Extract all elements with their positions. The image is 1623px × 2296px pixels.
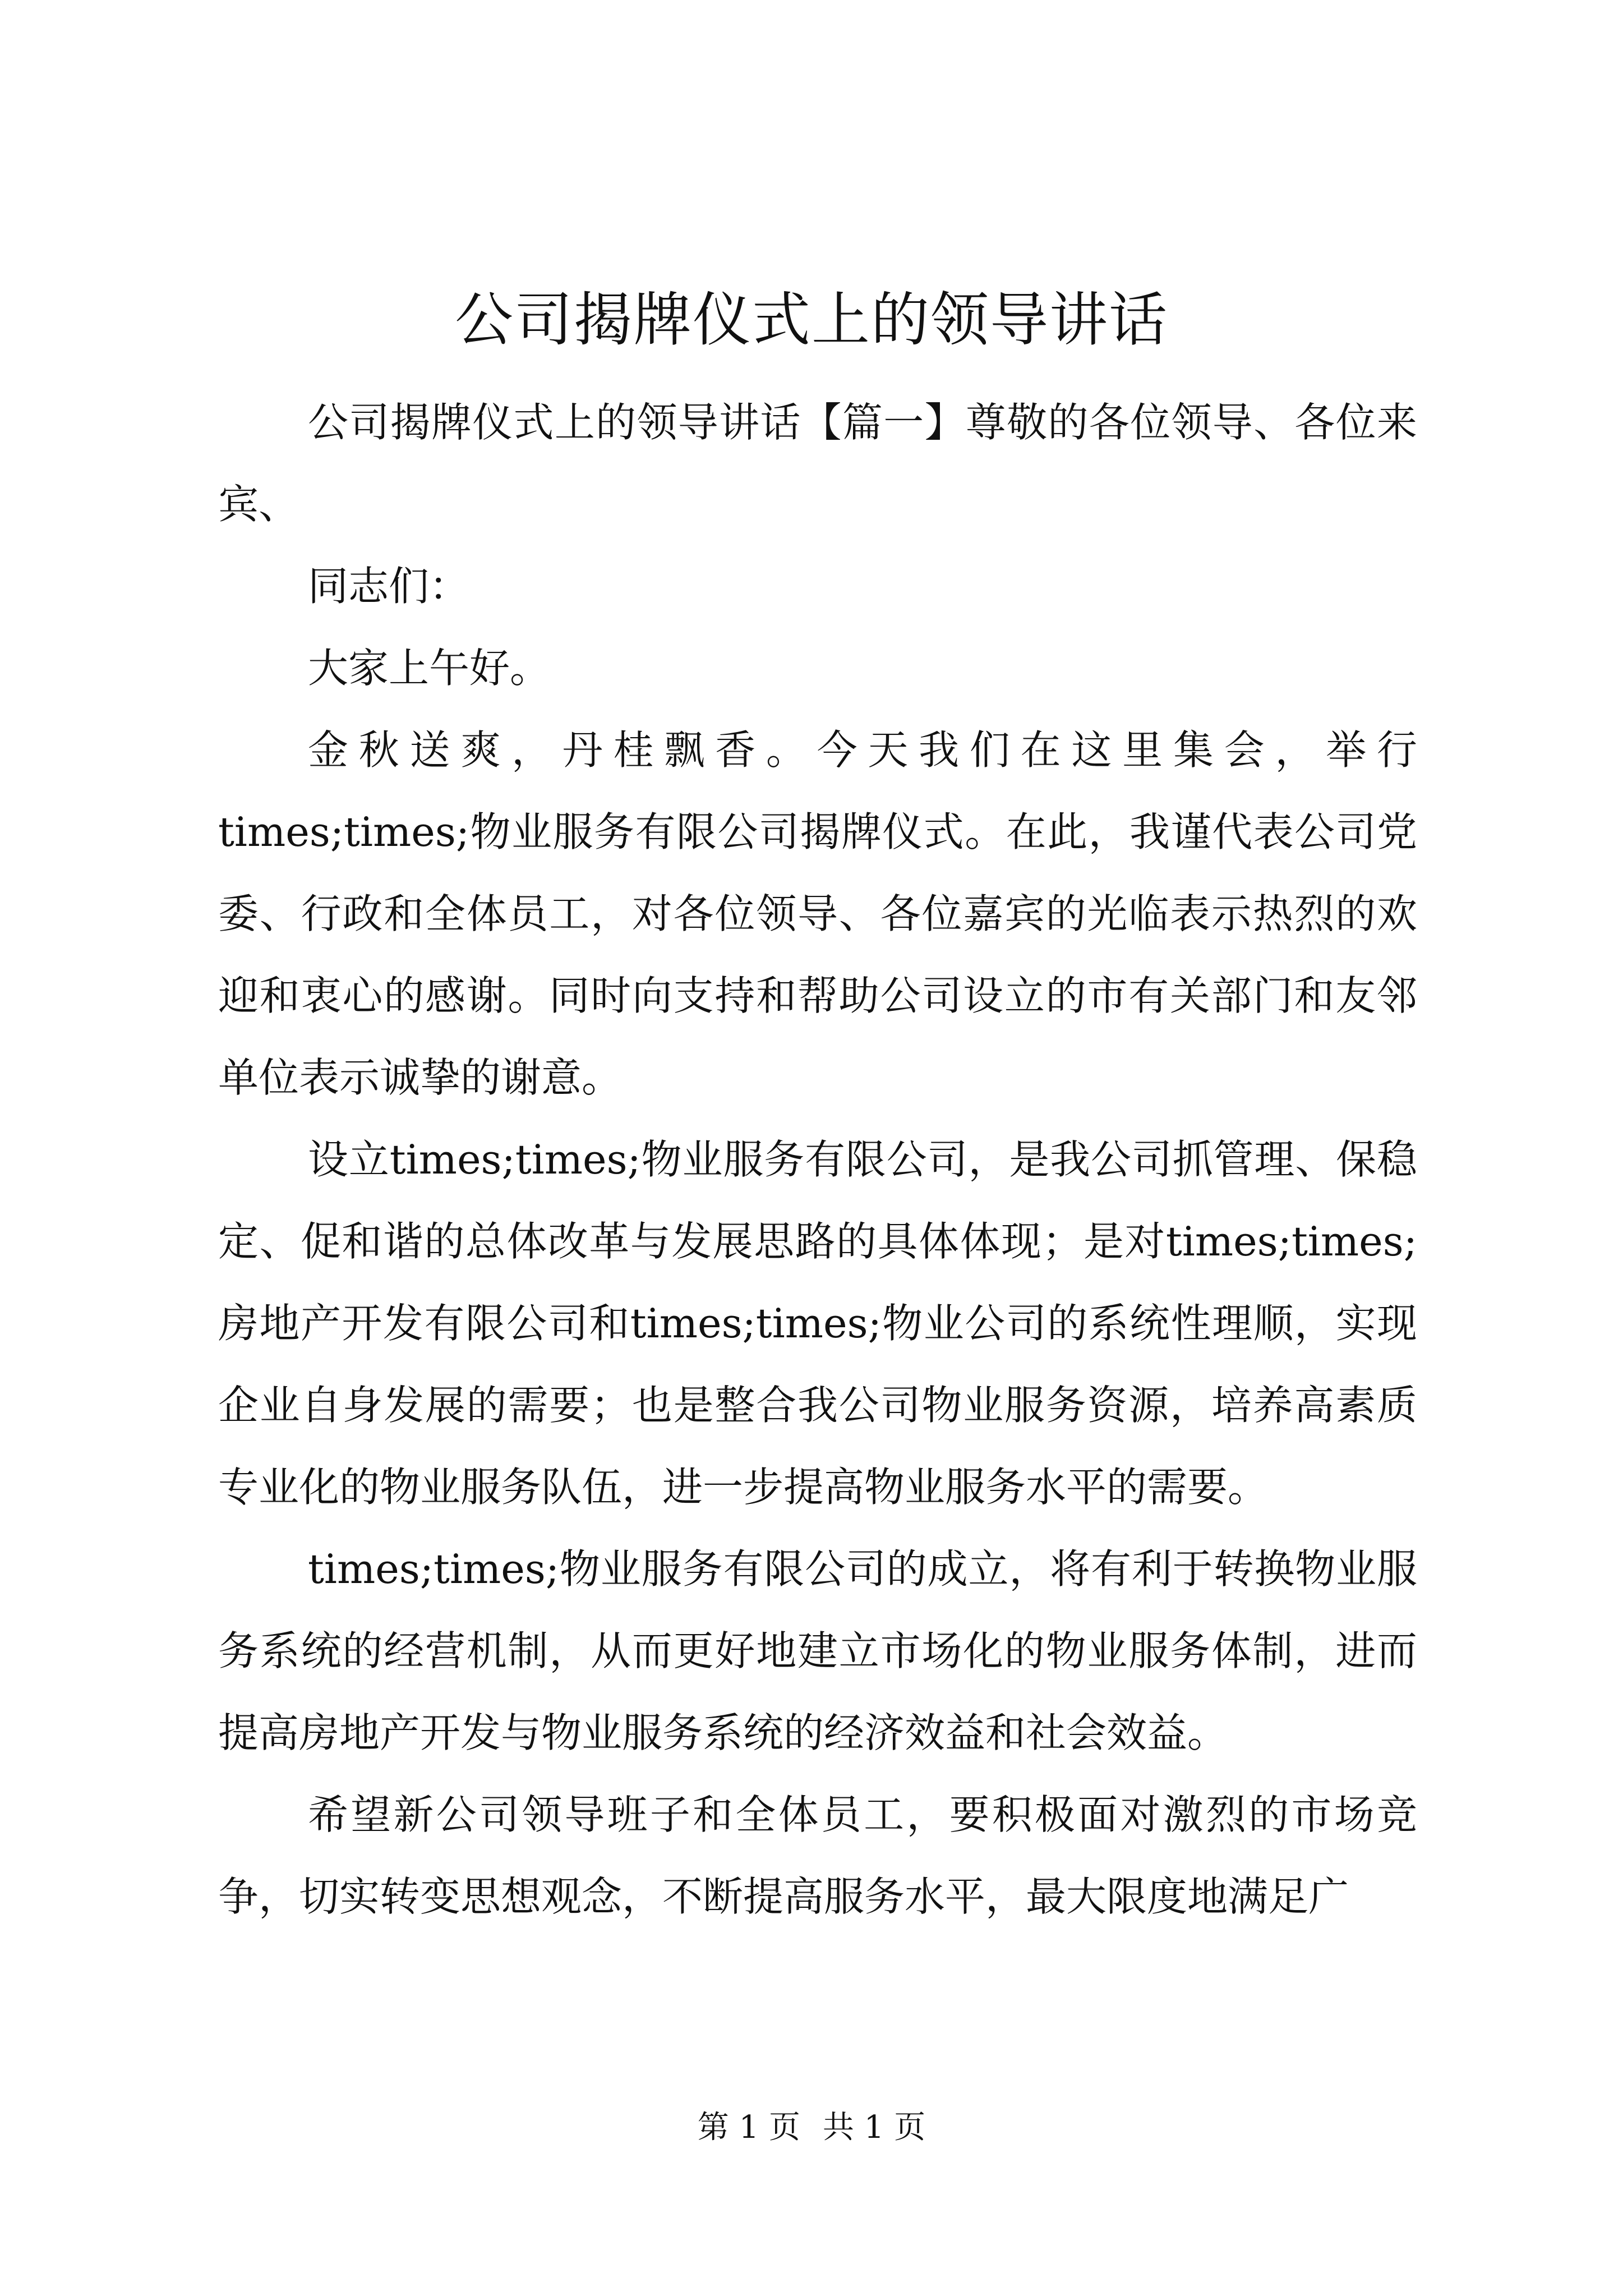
paragraph: 同志们：: [308, 563, 470, 610]
page-number: 第 1 页: [697, 2109, 800, 2146]
paragraph: 大家上午好。: [308, 645, 551, 692]
document-title: 公司揭牌仪式上的领导讲话: [454, 286, 1168, 354]
paragraph: 公司揭牌仪式上的领导讲话【篇一】尊敬的各位领导、各位来宾、: [218, 399, 1417, 528]
paragraph: times;times;物业服务有限公司的成立，将有利于转换物业服务系统的经营机制，从而更好地建立市场化的物业服务体制，进而提高房地产开发与物业服务系统的经济效益和社会效益。: [218, 1545, 1417, 1756]
paragraph: 希望新公司领导班子和全体员工，要积极面对激烈的市场竞争，切实转变思想观念，不断提高服务水平，最大限度地满足广: [218, 1791, 1417, 1920]
page-total: 共 1 页: [823, 2109, 926, 2146]
document-body: [218, 381, 1417, 1938]
paragraph: 金秋送爽，丹桂飘香。今天我们在这里集会，举行times;times;物业服务有限公司揭牌仪式。在此，我谨代表公司党委、行政和全体员工，对各位领导、各位嘉宾的光临表示热烈的欢迎和衷心的感谢。同时向支持和帮助公司设立的市有关部门和友邻单位表示诚挚的谢意。: [218, 726, 1417, 1101]
page-footer: [0, 2108, 1623, 2147]
paragraph: 设立times;times;物业服务有限公司，是我公司抓管理、保稳定、促和谐的总体改革与发展思路的具体体现；是对times;times;房地产开发有限公司和times;times;物业公司的系统性理顺，实现企业自身发展的需要；也是整合我公司物业服务资源，培养高素质专业化的物业服务队伍，进一步提高物业服务水平的需要。: [218, 1136, 1417, 1511]
